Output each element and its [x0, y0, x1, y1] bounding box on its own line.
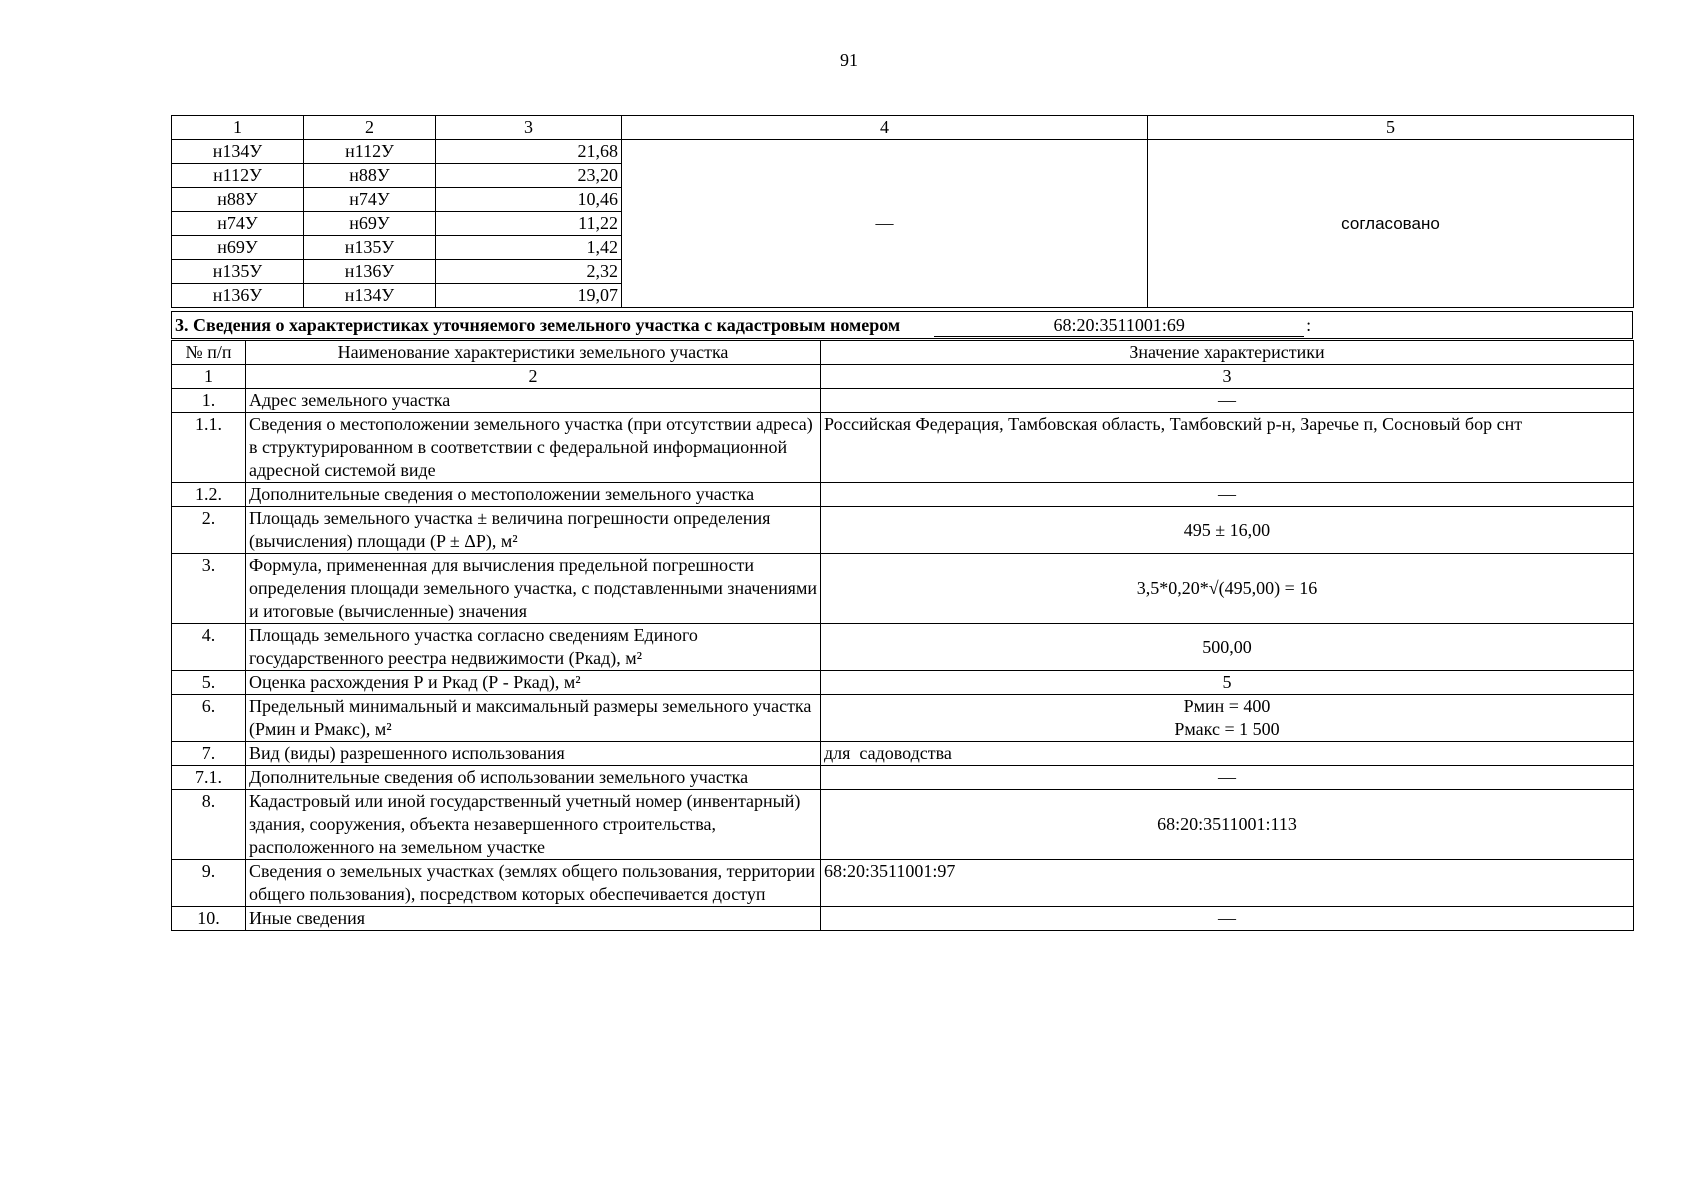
row-name: Сведения о земельных участках (землях общего пользования, территории общего пользования), посредством которых обеспечивается доступ [246, 860, 821, 907]
row-num: 8. [172, 790, 246, 860]
characteristics-header-row [172, 341, 1634, 365]
segments-header-5: 5 [1148, 116, 1634, 140]
section-3-title-table [171, 311, 1633, 339]
segment-from: н88У [172, 188, 304, 212]
row-name: Площадь земельного участка согласно сведениям Единого государственного реестра недвижимости (Ркад), м² [246, 624, 821, 671]
row-value: 68:20:3511001:113 [821, 790, 1634, 860]
table-row [172, 140, 1634, 164]
row-value: — [821, 907, 1634, 931]
segments-header-2: 2 [304, 116, 436, 140]
row-num: 10. [172, 907, 246, 931]
table-row [172, 413, 1634, 483]
segment-length: 1,42 [436, 236, 622, 260]
segment-to: н74У [304, 188, 436, 212]
row-value: Российская Федерация, Тамбовская область, Тамбовский р-н, Заречье п, Сосновый бор снт [821, 413, 1634, 483]
segment-to: н135У [304, 236, 436, 260]
row-num: 4. [172, 624, 246, 671]
row-num: 3. [172, 554, 246, 624]
header-num: № п/п [172, 341, 246, 365]
index-value: 3 [821, 365, 1634, 389]
table-row [172, 742, 1634, 766]
segment-from: н135У [172, 260, 304, 284]
segment-from: н136У [172, 284, 304, 308]
row-name: Кадастровый или иной государственный учетный номер (инвентарный) здания, сооружения, объекта незавершенного строительства, расположенного на земельном участке [246, 790, 821, 860]
segment-to: н112У [304, 140, 436, 164]
segment-length: 19,07 [436, 284, 622, 308]
row-num: 5. [172, 671, 246, 695]
table-row [172, 671, 1634, 695]
table-row [172, 695, 1634, 742]
table-row [172, 507, 1634, 554]
row-value: — [821, 389, 1634, 413]
row-value: для садоводства [821, 742, 1634, 766]
row-value-max: Рмакс = 1 500 [1174, 719, 1280, 739]
segments-header-4: 4 [622, 116, 1148, 140]
segment-length: 21,68 [436, 140, 622, 164]
segment-length: 10,46 [436, 188, 622, 212]
row-value: 500,00 [821, 624, 1634, 671]
row-name: Адрес земельного участка [246, 389, 821, 413]
row-name: Предельный минимальный и максимальный размеры земельного участка (Рмин и Рмакс), м² [246, 695, 821, 742]
row-value: 495 ± 16,00 [821, 507, 1634, 554]
row-num: 1. [172, 389, 246, 413]
row-value: 5 [821, 671, 1634, 695]
segment-from: н112У [172, 164, 304, 188]
segments-header-3: 3 [436, 116, 622, 140]
row-name: Формула, примененная для вычисления предельной погрешности определения площади земельного участка, с подставленными значениями и итоговые (вычисленные) значения [246, 554, 821, 624]
table-row [172, 907, 1634, 931]
row-num: 1.2. [172, 483, 246, 507]
row-name: Дополнительные сведения об использовании земельного участка [246, 766, 821, 790]
row-value-min: Рмин = 400 [1183, 696, 1271, 716]
index-name: 2 [246, 365, 821, 389]
row-value: — [821, 483, 1634, 507]
row-name: Дополнительные сведения о местоположении земельного участка [246, 483, 821, 507]
segment-length: 2,32 [436, 260, 622, 284]
index-num: 1 [172, 365, 246, 389]
segment-from: н74У [172, 212, 304, 236]
row-name: Площадь земельного участка ± величина погрешности определения (вычисления) площади (P ± ΔP), м² [246, 507, 821, 554]
segments-col5-value: согласовано [1148, 140, 1634, 308]
boundary-segments-table [171, 115, 1634, 308]
section-3-colon: : [1306, 315, 1312, 335]
row-num: 1.1. [172, 413, 246, 483]
table-row [172, 554, 1634, 624]
row-value [821, 695, 1634, 742]
row-value: — [821, 766, 1634, 790]
characteristics-table [171, 340, 1634, 931]
row-num: 6. [172, 695, 246, 742]
table-row [172, 483, 1634, 507]
row-num: 7.1. [172, 766, 246, 790]
row-name: Иные сведения [246, 907, 821, 931]
row-name: Оценка расхождения Р и Ркад (Р - Ркад), м² [246, 671, 821, 695]
table-row [172, 766, 1634, 790]
page-number: 91 [840, 50, 858, 70]
segment-length: 23,20 [436, 164, 622, 188]
segment-to: н134У [304, 284, 436, 308]
header-value: Значение характеристики [821, 341, 1634, 365]
row-name: Сведения о местоположении земельного участка (при отсутствии адреса) в структурированном в соответствии с федеральной информационной адресной системой виде [246, 413, 821, 483]
segments-header-1: 1 [172, 116, 304, 140]
row-num: 9. [172, 860, 246, 907]
segment-to: н69У [304, 212, 436, 236]
segments-header-row [172, 116, 1634, 140]
segment-to: н136У [304, 260, 436, 284]
table-row [172, 624, 1634, 671]
header-name: Наименование характеристики земельного участка [246, 341, 821, 365]
row-value: 3,5*0,20*√(495,00) = 16 [821, 554, 1634, 624]
table-row [172, 389, 1634, 413]
segments-col4-value: — [622, 140, 1148, 308]
row-num: 7. [172, 742, 246, 766]
segment-to: н88У [304, 164, 436, 188]
section-3-title-cell [172, 312, 1633, 339]
section-3-cadastral-number: 68:20:3511001:69 [934, 314, 1304, 337]
table-row [172, 790, 1634, 860]
segment-from: н134У [172, 140, 304, 164]
table-row [172, 860, 1634, 907]
segment-from: н69У [172, 236, 304, 260]
row-name: Вид (виды) разрешенного использования [246, 742, 821, 766]
row-num: 2. [172, 507, 246, 554]
row-value: 68:20:3511001:97 [821, 860, 1634, 907]
segment-length: 11,22 [436, 212, 622, 236]
characteristics-index-row [172, 365, 1634, 389]
section-3-title: 3. Сведения о характеристиках уточняемого земельного участка с кадастровым номером [175, 315, 901, 335]
